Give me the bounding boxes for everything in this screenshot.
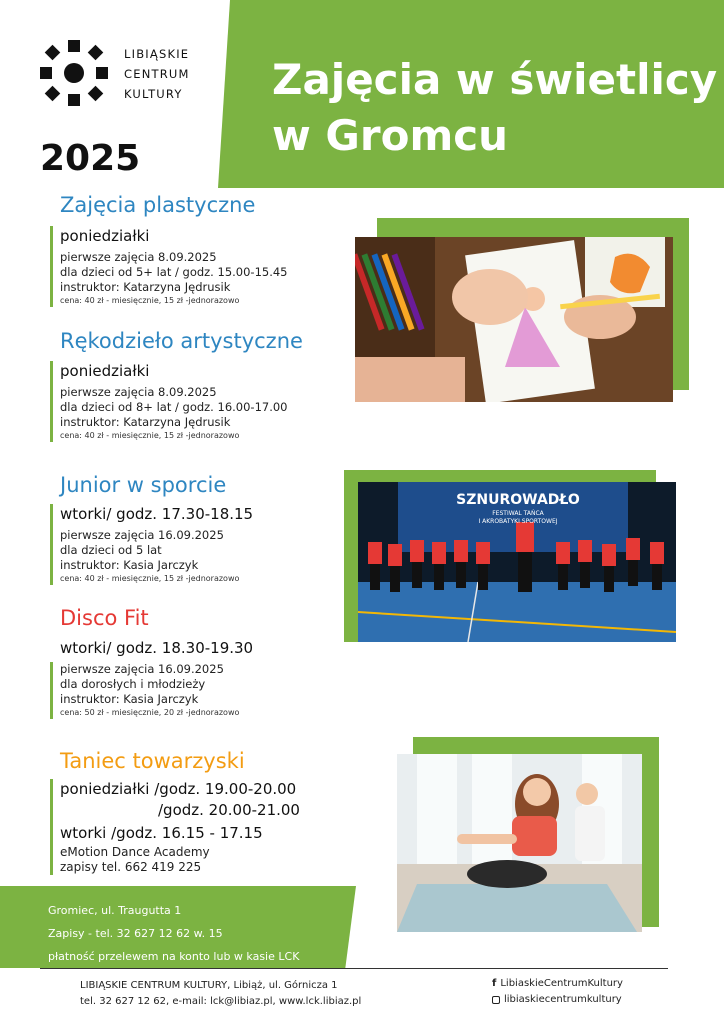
drawing-photo <box>355 237 673 402</box>
section-disco-day-wrap <box>60 638 253 658</box>
section-info-line: instruktor: Katarzyna Jędrusik <box>60 280 231 294</box>
section-price: cena: 40 zł - miesięcznie, 15 zł -jednorazowo <box>60 296 240 305</box>
footer-signup: Zapisy - tel. 32 627 12 62 w. 15 <box>48 927 223 940</box>
banner-sub2: I AKROBATYKI SPORTOWEJ <box>478 518 558 525</box>
footer-address <box>80 978 361 1010</box>
section-price: cena: 40 zł - miesięcznie, 15 zł -jednorazowo <box>60 431 240 440</box>
title-line-1: Zajęcia w świetlicy <box>272 55 718 104</box>
dance-show-photo <box>358 482 676 642</box>
section-info-line: instruktor: Kasia Jarczyk <box>60 558 199 572</box>
section-rekodzielo-details <box>50 361 340 442</box>
section-day: wtorki/ godz. 18.30-19.30 <box>60 639 254 657</box>
footer-info <box>48 899 299 968</box>
section-day: /godz. 20.00-21.00 <box>158 801 300 819</box>
section-info-line: pierwsze zajęcia 16.09.2025 <box>60 528 224 542</box>
section-info-line: dla dzieci od 5+ lat / godz. 15.00-15.45 <box>60 265 288 279</box>
section-price: cena: 40 zł - miesięcznie, 15 zł -jednorazowo <box>60 574 240 583</box>
footer-payment: płatność przelewem na konto lub w kasie LCK <box>48 950 300 963</box>
facebook-link[interactable]: f LibiaskieCentrumKultury <box>492 976 623 992</box>
instagram-link[interactable]: libiaskiecentrumkultury <box>492 992 623 1008</box>
section-title-plastyczne: Zajęcia plastyczne <box>60 193 256 217</box>
section-title-taniec: Taniec towarzyski <box>60 749 245 773</box>
section-info-line: instruktor: Kasia Jarczyk <box>60 692 199 706</box>
address-line-2: tel. 32 627 12 62, e-mail: lck@libiaz.pl, www.lck.libiaz.pl <box>80 996 362 1007</box>
section-title-rekodzielo: Rękodzieło artystyczne <box>60 329 303 353</box>
section-title-junior: Junior w sporcie <box>60 473 227 497</box>
section-plastyczne-details <box>50 226 340 307</box>
section-disco-details <box>50 662 340 719</box>
section-info-line: zapisy tel. 662 419 225 <box>60 860 202 874</box>
banner-title: SZNUROWADŁO <box>456 492 580 508</box>
facebook-icon: f <box>492 978 497 989</box>
logo-text: LIBIĄSKIE CENTRUM KULTURY <box>124 47 190 101</box>
section-day: poniedziałki <box>60 362 150 380</box>
address-line-1: LIBIĄSKIE CENTRUM KULTURY, Libiąż, ul. Górnicza 1 <box>80 980 338 991</box>
footer-divider <box>40 968 668 969</box>
section-day: poniedziałki /godz. 19.00-20.00 <box>60 780 297 798</box>
section-day: wtorki /godz. 16.15 - 17.15 <box>60 824 263 842</box>
section-title-disco-fit: Disco Fit <box>60 606 149 630</box>
exercise-photo <box>397 754 642 932</box>
section-info-line: pierwsze zajęcia 16.09.2025 <box>60 662 224 676</box>
title-line-2: w Gromcu <box>272 111 509 160</box>
section-info-line: dla dzieci od 8+ lat / godz. 16.00-17.00 <box>60 400 288 414</box>
banner-sub1: FESTIWAL TAŃCA <box>492 510 544 517</box>
section-price: cena: 50 zł - miesięcznie, 20 zł -jednorazowo <box>60 708 240 717</box>
section-junior-details <box>50 504 340 585</box>
year: 2025 <box>40 138 141 179</box>
instagram-icon <box>492 996 500 1004</box>
section-info-line: dla dorosłych i młodzieży <box>60 677 206 691</box>
section-taniec-details <box>50 779 350 875</box>
section-info-line: instruktor: Katarzyna Jędrusik <box>60 415 231 429</box>
page-title <box>272 52 717 164</box>
section-info-line: dla dzieci od 5 lat <box>60 543 162 557</box>
section-info-line: pierwsze zajęcia 8.09.2025 <box>60 250 217 264</box>
footer-location: Gromiec, ul. Traugutta 1 <box>48 904 182 917</box>
lck-logo-icon <box>40 40 108 106</box>
section-info-line: eMotion Dance Academy <box>60 845 210 859</box>
social-links <box>492 976 623 1008</box>
section-day: wtorki/ godz. 17.30-18.15 <box>60 505 254 523</box>
section-info-line: pierwsze zajęcia 8.09.2025 <box>60 385 217 399</box>
section-day: poniedziałki <box>60 227 150 245</box>
